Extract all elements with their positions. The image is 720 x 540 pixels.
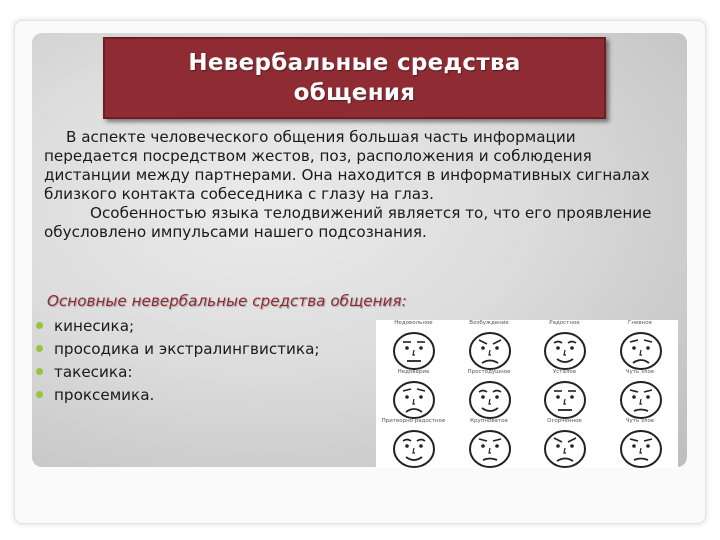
face-caption: Радостное: [549, 320, 580, 326]
list-item-label: кинесика;: [54, 316, 135, 335]
face-icon: [615, 424, 667, 468]
list-item: [36, 337, 320, 360]
face-icon: [464, 326, 516, 370]
face-cell: [376, 418, 451, 467]
face-cell: [603, 369, 678, 418]
face-icon: [464, 424, 516, 468]
bullet-icon: [36, 391, 43, 398]
face-cell: [527, 418, 602, 467]
face-icon: [464, 375, 516, 419]
face-caption: Крупноватое: [470, 418, 508, 424]
paragraph-body-language: Особенностью языка телодвижений является то, что его проявление обусловлено импульсами нашего подсознания.: [44, 204, 652, 241]
bullet-icon: [36, 345, 43, 352]
face-caption: Простодушное: [467, 369, 511, 375]
face-caption: Чуть злое: [625, 369, 655, 375]
face-caption: Огорчённое: [547, 418, 582, 424]
face-caption: Недовольное: [394, 320, 433, 326]
subtitle-main-means: Основные невербальные средства общения:: [47, 292, 407, 310]
list-item: [36, 360, 320, 383]
face-cell: [452, 369, 527, 418]
face-cell: [603, 320, 678, 369]
face-icon: [539, 375, 591, 419]
face-icon: [388, 375, 440, 419]
face-caption: Усталое: [552, 369, 577, 375]
title-box: [103, 37, 606, 119]
body-text: [44, 128, 674, 242]
face-caption: Чуть злое: [625, 418, 655, 424]
face-caption: Гневное: [628, 320, 652, 326]
list-item: [36, 314, 320, 337]
face-cell: [527, 369, 602, 418]
face-icon: [539, 326, 591, 370]
list-item-label: такесика:: [54, 362, 133, 381]
face-icon: [615, 326, 667, 370]
paragraph-communication-aspect: В аспекте человеческого общения большая часть информации передается посредством жестов, поз, расположения и соблюдения дистанции между партнерами. Она находится в информативных сигналах близкого контакта собеседника с глазу на глаз.: [44, 128, 650, 203]
face-cell: [376, 369, 451, 418]
face-icon: [388, 326, 440, 370]
bullet-list: [36, 314, 320, 406]
list-item-label: проксемика.: [54, 385, 155, 404]
face-icon: [539, 424, 591, 468]
face-cell: [452, 320, 527, 369]
face-cell: [603, 418, 678, 467]
bullet-icon: [36, 368, 43, 375]
face-cell: [376, 320, 451, 369]
facial-expressions-image: [376, 320, 678, 468]
face-cell: [452, 418, 527, 467]
face-caption: Возбуждение: [469, 320, 509, 326]
bullet-icon: [36, 322, 43, 329]
face-icon: [388, 424, 440, 468]
face-caption: Недоверие: [397, 369, 430, 375]
face-caption: Притворно радостное: [381, 418, 446, 424]
face-cell: [527, 320, 602, 369]
face-icon: [615, 375, 667, 419]
slide-title: Невербальные средства общения: [188, 50, 521, 106]
list-item-label: просодика и экстралингвистика;: [54, 339, 320, 358]
list-item: [36, 383, 320, 406]
